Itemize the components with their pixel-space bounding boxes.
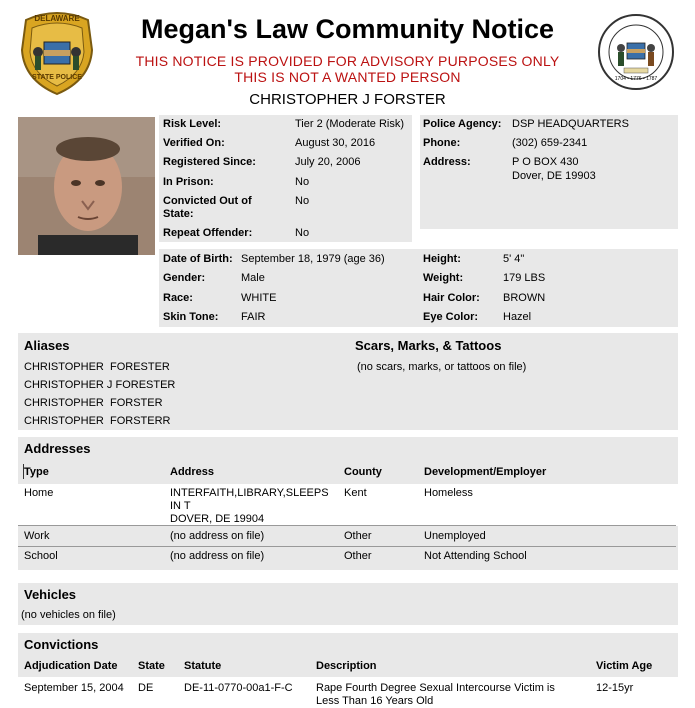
eye-color-value: Hazel — [503, 311, 532, 323]
scars-title: Scars, Marks, & Tattoos — [355, 338, 502, 353]
table-row — [18, 677, 678, 708]
police-agency-label: Police Agency: — [423, 118, 502, 130]
gender-value: Male — [241, 272, 265, 284]
addr-col-employer: Development/Employer — [424, 466, 547, 478]
phone-value: (302) 659-2341 — [512, 137, 588, 149]
addresses-title: Addresses — [24, 441, 91, 456]
hair-color-label: Hair Color: — [423, 292, 480, 304]
eye-color-label: Eye Color: — [423, 311, 479, 323]
advisory-line-1: THIS NOTICE IS PROVIDED FOR ADVISORY PURPOSES ONLY — [135, 53, 560, 69]
conv-description-line1: Rape Fourth Degree Sexual Intercourse Victim is — [316, 682, 555, 694]
skin-tone-label: Skin Tone: — [163, 311, 219, 323]
table-row — [18, 526, 678, 546]
seal-years: 1704 • 1776 • 1787 — [614, 76, 658, 82]
repeat-offender-label: Repeat Offender: — [163, 227, 253, 239]
race-value: WHITE — [241, 292, 277, 304]
page-title: Megan's Law Community Notice — [141, 14, 554, 44]
weight-value: 179 LBS — [503, 272, 546, 284]
addr-line1: (no address on file) — [170, 530, 265, 542]
conv-state: DE — [138, 682, 154, 694]
badge-label-top: DELAWARE — [34, 14, 80, 23]
addr-col-type: Type — [24, 466, 49, 478]
addr-type: Work — [24, 530, 50, 542]
agency-address-label: Address: — [423, 156, 471, 168]
person-name: CHRISTOPHER J FORSTER — [249, 91, 446, 108]
in-prison-label: In Prison: — [163, 176, 214, 188]
conv-statute: DE-11-0770-00a1-F-C — [184, 682, 293, 694]
convicted-out-of-state-label: Convicted Out of State: — [163, 195, 252, 220]
addr-employer: Not Attending School — [424, 550, 527, 562]
table-row — [18, 547, 678, 567]
agency-address-line2: Dover, DE 19903 — [512, 170, 596, 182]
agency-panel — [420, 115, 678, 229]
addr-county: Other — [344, 530, 372, 542]
alias-item: CHRISTOPHER J FORESTER — [24, 379, 176, 391]
in-prison-value: No — [295, 176, 310, 188]
conv-col-description: Description — [316, 660, 377, 672]
addr-col-county: County — [344, 466, 382, 478]
badge-label-bottom: STATE POLICE — [32, 74, 82, 81]
conv-col-statute: Statute — [184, 660, 222, 672]
risk-level-value: Tier 2 (Moderate Risk) — [295, 118, 405, 130]
gender-label: Gender: — [163, 272, 206, 284]
scars-text: (no scars, marks, or tattoos on file) — [357, 361, 527, 373]
height-value: 5' 4" — [503, 253, 525, 265]
addr-county: Kent — [344, 487, 367, 499]
conv-col-date: Adjudication Date — [24, 660, 118, 672]
conv-date: September 15, 2004 — [24, 682, 124, 694]
convicted-out-of-state-value: No — [295, 195, 310, 207]
convictions-title: Convictions — [24, 637, 99, 652]
table-row — [18, 484, 678, 526]
physical-panel — [159, 249, 678, 327]
addr-type: Home — [24, 487, 54, 499]
addr-county: Other — [344, 550, 372, 562]
alias-item: CHRISTOPHER FORSTER — [24, 397, 163, 409]
conv-victim-age: 12-15yr — [596, 682, 634, 694]
addr-line1: (no address on file) — [170, 550, 265, 562]
aliases-title: Aliases — [24, 338, 70, 353]
vehicles-text: (no vehicles on file) — [21, 609, 116, 621]
addr-line3: DOVER, DE 19904 — [170, 513, 265, 525]
race-label: Race: — [163, 292, 193, 304]
dob-value: September 18, 1979 (age 36) — [241, 253, 385, 265]
agency-address-line1: P O BOX 430 — [512, 156, 579, 168]
vehicles-panel — [18, 583, 678, 625]
verified-on-value: August 30, 2016 — [295, 137, 376, 149]
addr-col-address: Address — [170, 466, 215, 478]
registered-since-value: July 20, 2006 — [295, 156, 361, 168]
risk-level-label: Risk Level: — [163, 118, 222, 130]
skin-tone-value: FAIR — [241, 311, 266, 323]
offender-photo — [18, 117, 155, 255]
registered-since-label: Registered Since: — [163, 156, 256, 168]
conv-description-line2: Less Than 16 Years Old — [316, 695, 434, 707]
addr-employer: Homeless — [424, 487, 473, 499]
aliases-panel — [18, 333, 678, 430]
text-cursor — [23, 464, 24, 479]
hair-color-value: BROWN — [503, 292, 546, 304]
convictions-panel — [18, 633, 678, 708]
addr-type: School — [24, 550, 58, 562]
police-agency-value: DSP HEADQUARTERS — [512, 118, 629, 130]
alias-item: CHRISTOPHER FORESTER — [24, 361, 170, 373]
addr-line1: INTERFAITH,LIBRARY,SLEEPS — [170, 487, 329, 499]
conv-col-victim-age: Victim Age — [596, 660, 653, 672]
height-label: Height: — [423, 253, 461, 265]
vehicles-title: Vehicles — [24, 587, 77, 602]
dob-label: Date of Birth: — [163, 253, 233, 265]
repeat-offender-value: No — [295, 227, 310, 239]
verified-on-label: Verified On: — [163, 137, 225, 149]
registration-panel — [159, 115, 412, 242]
advisory-line-2: THIS IS NOT A WANTED PERSON — [234, 69, 461, 85]
addr-employer: Unemployed — [424, 530, 486, 542]
alias-item: CHRISTOPHER FORSTERR — [24, 415, 171, 427]
addr-line2: IN T — [170, 500, 191, 512]
phone-label: Phone: — [423, 137, 461, 149]
conv-col-state: State — [138, 660, 165, 672]
weight-label: Weight: — [423, 272, 464, 284]
addresses-panel — [18, 437, 678, 570]
